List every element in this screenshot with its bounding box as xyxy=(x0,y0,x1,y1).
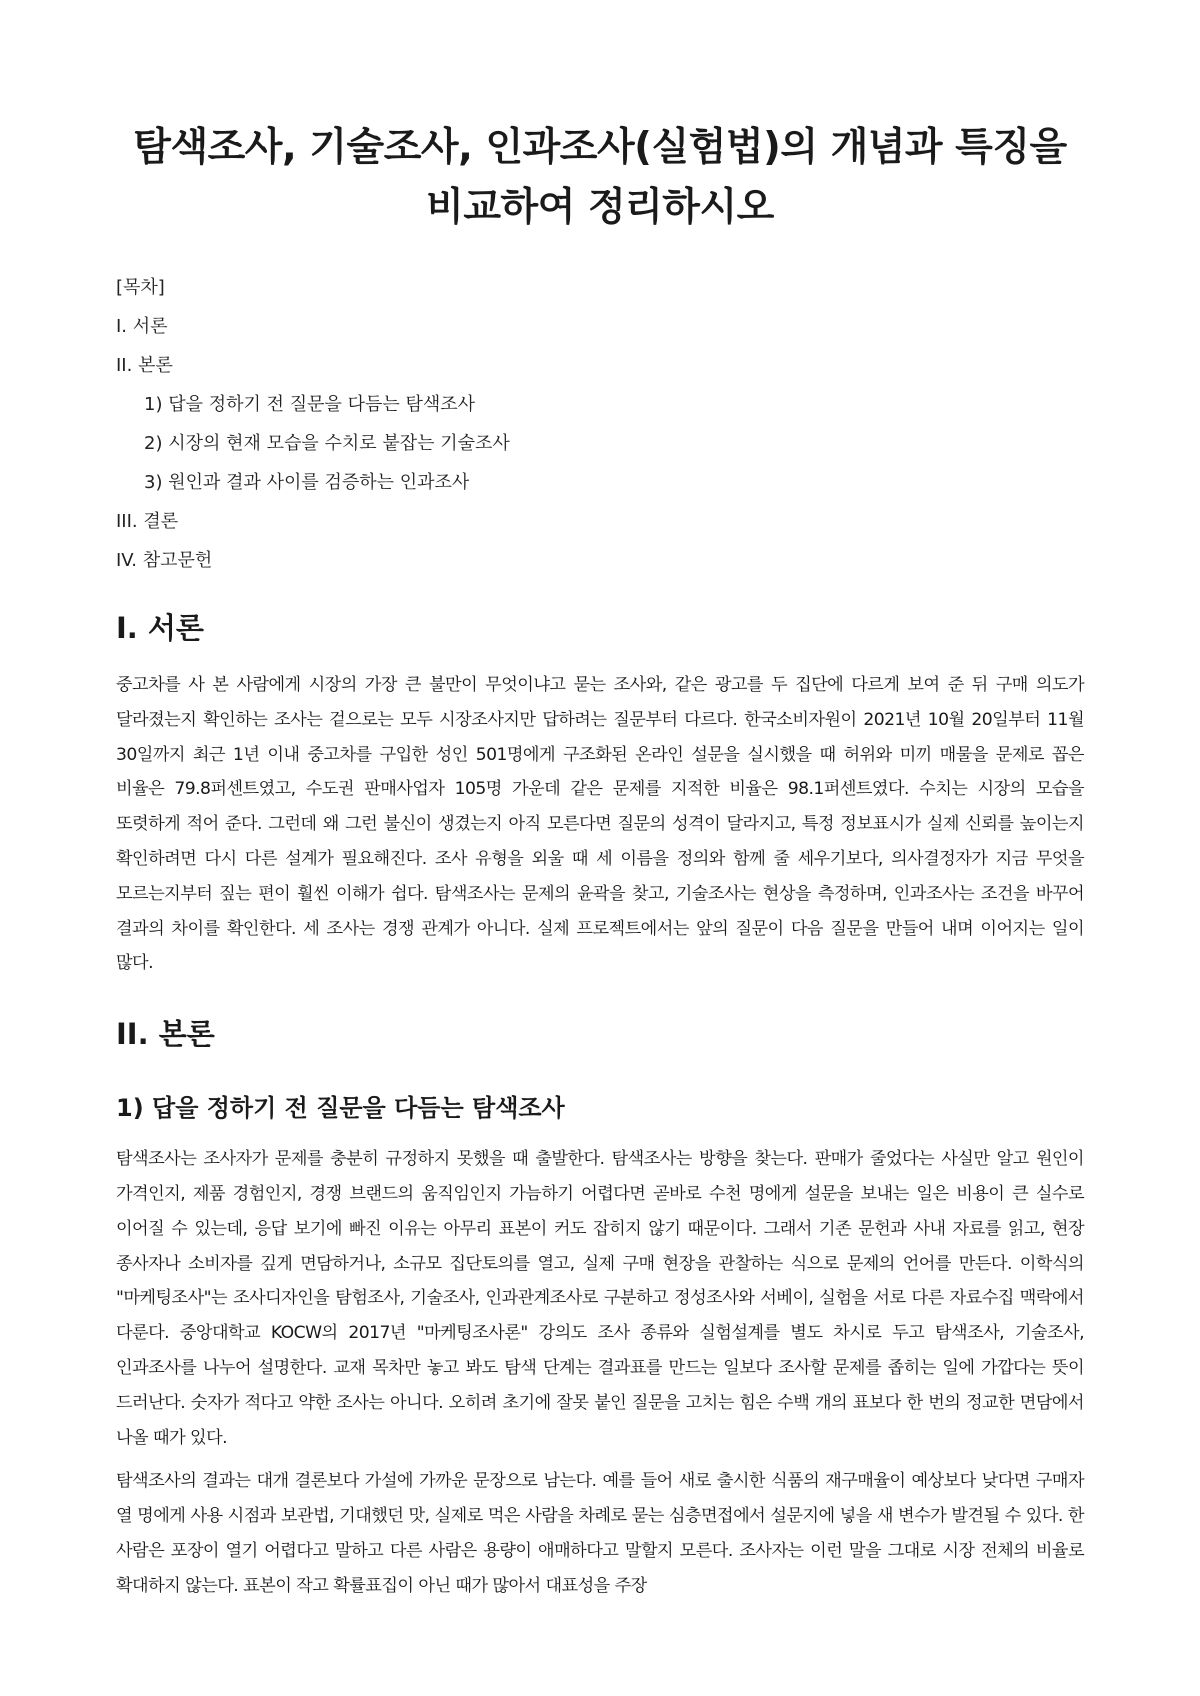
table-of-contents xyxy=(116,268,1084,580)
toc-item-conclusion: III. 결론 xyxy=(116,511,179,532)
toc-item-body: II. 본론 xyxy=(116,355,173,376)
toc-item-descriptive: 2) 시장의 현재 모습을 수치로 붙잡는 기술조사 xyxy=(144,433,510,454)
document-title: 탐색조사, 기술조사, 인과조사(실험법)의 개념과 특징을 비교하여 정리하시오 xyxy=(133,125,1067,230)
exploratory-paragraph-2: 탐색조사의 결과는 대개 결론보다 가설에 가까운 문장으로 남는다. 예를 들어 새로 출시한 식품의 재구매율이 예상보다 낮다면 구매자 열 명에게 사용 시점과 보관법, 기대했던 맛, 실제로 먹은 사람을 차례로 묻는 심층면접에서 설문지에 넣을 새 변수가 발견될 수 있다. 한 사람은 포장이 열기 어렵다고 말하고 다른 사람은 용량이 애매하다고 말할지 모른다. 조사자는 이런 말을 그대로 시장 전체의 비율로 확대하지 않는다. 표본이 작고 확률표집이 아닌 때가 많아서 대표성을 주장 xyxy=(116,1471,1084,1596)
subsection-heading-exploratory: 1) 답을 정하기 전 질문을 다듬는 탐색조사 xyxy=(116,1094,565,1123)
section-spacer xyxy=(116,990,1084,1012)
introduction-paragraph: 중고차를 사 본 사람에게 시장의 가장 큰 불만이 무엇이냐고 묻는 조사와, 같은 광고를 두 집단에 다르게 보여 준 뒤 구매 의도가 달라졌는지 확인하는 조사는 겉으로는 모두 시장조사지만 답하려는 질문부터 다르다. 한국소비자원이 2021년 10월 20일부터 11월 30일까지 최근 1년 이내 중고차를 구입한 성인 501명에게 구조화된 온라인 설문을 실시했을 때 허위와 미끼 매물을 문제로 꼽은 비율은 79.8퍼센트였고, 수도권 판매사업자 105명 가운데 같은 문제를 지적한 비율은 98.1퍼센트였다. 수치는 시장의 모습을 또렷하게 적어 준다. 그런데 왜 그런 불신이 생겼는지 아직 모른다면 질문의 성격이 달라지고, 특정 정보표시가 실제 신뢰를 높이는지 확인하려면 다시 다른 설계가 필요해진다. 조사 유형을 외울 때 세 이름을 정의와 함께 줄 세우기보다, 의사결정자가 지금 무엇을 모르는지부터 짚는 편이 훨씬 이해가 쉽다. 탐색조사는 문제의 윤곽을 찾고, 기술조사는 현상을 측정하며, 인과조사는 조건을 바꾸어 결과의 차이를 확인한다. 세 조사는 경쟁 관계가 아니다. 실제 프로젝트에서는 앞의 질문이 다음 질문을 만들어 내며 이어지는 일이 많다. xyxy=(116,675,1084,974)
exploratory-paragraph-1: 탐색조사는 조사자가 문제를 충분히 규정하지 못했을 때 출발한다. 탐색조사는 방향을 찾는다. 판매가 줄었다는 사실만 알고 원인이 가격인지, 제품 경험인지, 경쟁 브랜드의 움직임인지 가늠하기 어렵다면 곧바로 수천 명에게 설문을 보내는 일은 비용이 큰 실수로 이어질 수 있는데, 응답 보기에 빠진 이유는 아무리 표본이 커도 잡히지 않기 때문이다. 그래서 기존 문헌과 사내 자료를 읽고, 현장 종사자나 소비자를 깊게 면담하거나, 소규모 집단토의를 열고, 실제 구매 현장을 관찰하는 식으로 문제의 언어를 만든다. 이학식의 "마케팅조사"는 조사디자인을 탐험조사, 기술조사, 인과관계조사로 구분하고 정성조사와 서베이, 실험을 서로 다른 자료수집 맥락에서 다룬다. 중앙대학교 KOCW의 2017년 "마케팅조사론" 강의도 조사 종류와 실험설계를 별도 차시로 두고 탐색조사, 기술조사, 인과조사를 나누어 설명한다. 교재 목차만 놓고 봐도 탐색 단계는 결과표를 만드는 일보다 조사할 문제를 좁히는 일에 가깝다는 뜻이 드러난다. 숫자가 적다고 약한 조사는 아니다. 오히려 초기에 잘못 붙인 질문을 고치는 힘은 수백 개의 표보다 한 번의 정교한 면담에서 나올 때가 있다. xyxy=(116,1149,1084,1448)
section-spacer xyxy=(116,1074,1084,1088)
toc-item-exploratory: 1) 답을 정하기 전 질문을 다듬는 탐색조사 xyxy=(144,394,476,415)
toc-item-references: IV. 참고문헌 xyxy=(116,550,213,571)
section-heading-body: II. 본론 xyxy=(116,1017,215,1052)
toc-item-introduction: I. 서론 xyxy=(116,316,168,337)
toc-heading: [목차] xyxy=(116,277,165,298)
toc-item-causal: 3) 원인과 결과 사이를 검증하는 인과조사 xyxy=(144,472,470,493)
section-heading-introduction: I. 서론 xyxy=(116,611,204,645)
